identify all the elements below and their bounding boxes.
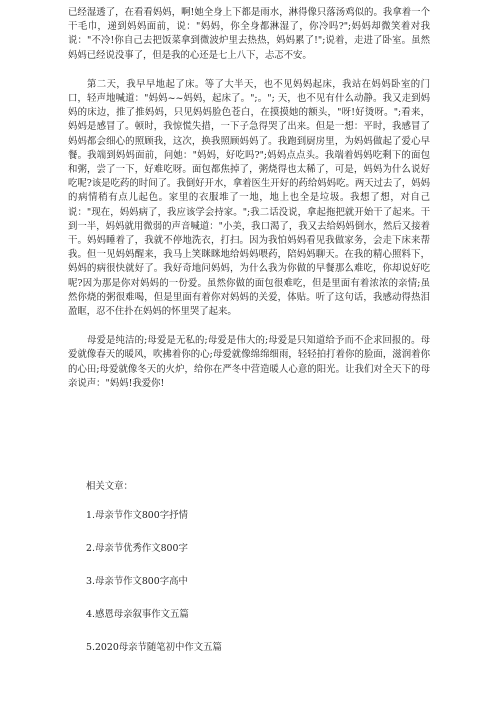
essay-body bbox=[68, 6, 430, 391]
related-article-link[interactable]: 3.母亲节作文800字高中 bbox=[86, 576, 188, 587]
related-article-link[interactable]: 1.母亲节作文800字抒情 bbox=[86, 510, 188, 521]
essay-paragraph-1: 已经湿透了，在看看妈妈，啊!她全身上下都是雨水，淋得像只落汤鸡似的。我拿着一个干毛巾，递到妈妈面前，说："妈妈，你全身都淋湿了，你冷吗?";妈妈却微笑着对我说："不冷!你自己去把饭菜拿到微波炉里去热热，妈妈累了!";说着，走进了卧室。虽然妈妈已经说没事了，但是我的心还是七上八下，忐忑不安。 bbox=[68, 7, 430, 61]
related-article-link[interactable]: 4.感恩母亲叙事作文五篇 bbox=[86, 609, 189, 620]
related-article-link[interactable]: 2.母亲节优秀作文800字 bbox=[86, 543, 188, 554]
related-article-link[interactable]: 5.2020母亲节随笔初中作文五篇 bbox=[86, 642, 222, 653]
related-articles bbox=[86, 478, 426, 672]
related-articles-title: 相关文章： bbox=[86, 481, 133, 492]
essay-paragraph-2: 第二天，我早早地起了床。等了大半天，也不见妈妈起床，我站在妈妈卧室的门口，轻声地喊道："妈妈~~妈妈，起床了。";。"; 天，也不见有什么动静。我又走到妈妈的床边，推了推妈妈，只见妈妈脸色苍白，在摸摸她的额头，"呀!好烫呀。";看来，妈妈是感冒了。顿时，我惊慌失措，一下子急得哭了出来。但是一想：平时，我感冒了妈妈都会细心的照顾我，这次，换我照顾妈妈了。我跑到厨房里，为妈妈做起了爱心早餐。我端到妈妈面前，问她："妈妈，好吃吗?";妈妈点点头。我端着妈妈吃剩下的面包和粥，尝了一下，好难吃呀。面包都焦掉了，粥烧得也太稀了，可是，妈妈为什么说好吃呢?该是吃药的时间了。我倒好开水，拿着医生开好的药给妈妈吃。两天过去了，妈妈的病情稍有点儿起色。家里的衣服堆了一地，地上也全是垃圾。我想了想，对自己说："现在，妈妈病了，我应该学会持家。";我二话没说，拿起拖把就开始干了起来。干到一半，妈妈就用微弱的声音喊道："小美，我口渴了，我又去给妈妈倒水，然后又接着干。妈妈睡着了，我就不停地洗衣，打扫。因为我怕妈妈看见我做家务，会走下床来帮我。但一见妈妈醒来，我马上笑眯眯地给妈妈喂药，陪妈妈聊天。在我的精心照料下，妈妈的病很快就好了。我好奇地问妈妈，为什么我为你做的早餐那么难吃，你却说好吃呢?因为那是你对妈妈的一份爱。虽然你做的面包很难吃，但是里面有着浓浓的亲情;虽然你烧的粥很难喝，但是里面有着你对妈妈的关爱，体贴。听了这句话，我感动得热泪盈眶，忍不住扑在妈妈的怀里哭了起来。 bbox=[68, 78, 430, 318]
essay-paragraph-3: 母爱是纯洁的;母爱是无私的;母爱是伟大的;母爱是只知道给予而不企求回报的。母爱就像春天的暖风，吹拂着你的心;母爱就像绵绵细雨，轻轻拍打着你的脸面，滋润着你的心田;母爱就像冬天的火炉，给你在严冬中营造暖人心意的阳光。让我们对全天下的母亲说声："妈妈!我爱你! bbox=[68, 335, 430, 389]
